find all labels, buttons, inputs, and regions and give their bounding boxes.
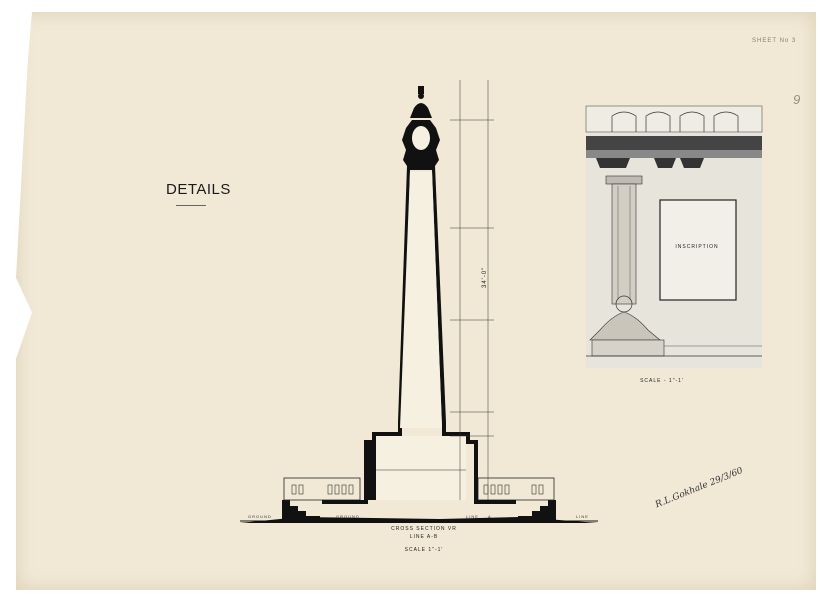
sheet-number: SHEET No 3 (752, 38, 797, 44)
sheet-title: DETAILS (166, 181, 231, 198)
signature: R.L.Gokhale 29/3/60 (654, 466, 745, 511)
ground-label-mid: GROUND (336, 514, 360, 519)
section-marker: A (488, 514, 492, 519)
line-label-mid: LINE (466, 514, 479, 519)
section-scale: SCALE 1"-1' (404, 547, 444, 553)
section-caption-1: CROSS SECTION VR (391, 526, 457, 532)
detail-scale: SCALE - 1"-1' (640, 378, 684, 384)
ground-label-left: GROUND (248, 514, 272, 519)
inscription-label: INSCRIPTION (675, 244, 719, 250)
section-caption-2: LINE A-B (409, 534, 439, 540)
pencil-number: 9 (793, 92, 801, 107)
line-label-right: LINE (576, 514, 589, 519)
height-dimension: 34'-0" (482, 266, 488, 288)
tower-section (322, 86, 516, 504)
pillar-detail (586, 106, 762, 368)
